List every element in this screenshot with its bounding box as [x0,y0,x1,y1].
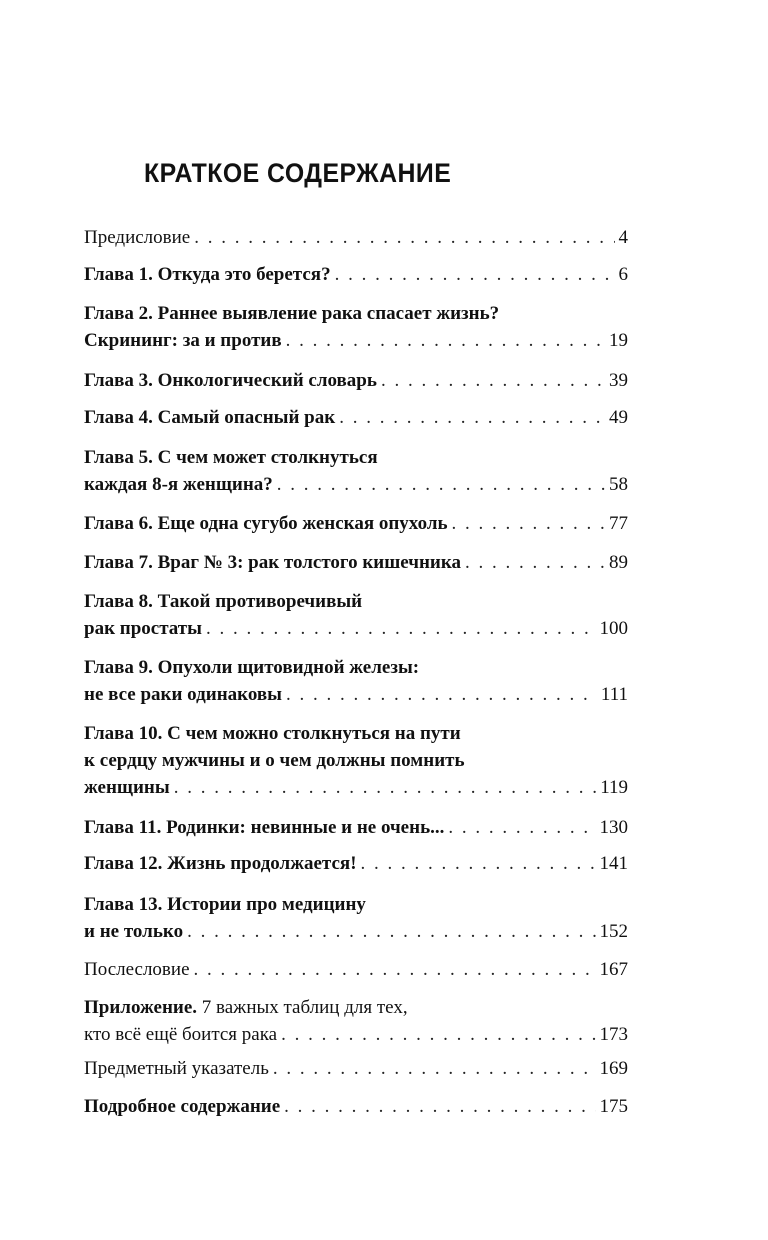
toc-page-number: 100 [599,618,628,639]
toc-entry-chapter-2 [84,300,628,354]
toc-entry-title: Подробное содержание [84,1096,281,1117]
toc-page-number: 175 [599,1096,628,1117]
toc-entry-title: Глава 1. Откуда это берется? [84,264,331,285]
toc-entry-title: Глава 4. Самый опасный рак [84,407,336,428]
toc-entry-preface [84,224,628,251]
page-title: КРАТКОЕ СОДЕРЖАНИЕ [144,158,452,188]
toc-entry-afterword [84,956,628,983]
toc-entry-title: Глава 6. Еще одна сугубо женская опухоль [84,513,448,534]
toc-page-number: 111 [600,684,628,705]
toc-entry-title: рак простаты [84,618,202,639]
toc-entry-title-line: Глава 8. Такой противоречивый [84,591,363,612]
toc-page-number: 169 [599,1058,628,1079]
toc-entry-chapter-6 [84,510,628,537]
toc-page-number: 167 [599,959,628,980]
toc-page-number: 152 [599,921,628,942]
toc-entry-title-line: Глава 10. С чем можно столкнуться на пути [84,723,461,744]
toc-page-number: 141 [599,853,628,874]
toc-entry-title-line: 7 важных таблиц для тех, [197,997,408,1018]
toc-entry-subject-index [84,1055,628,1082]
toc-entry-title: Глава 11. Родинки: невинные и не очень... [84,817,445,838]
toc-page-number: 58 [609,474,628,495]
toc-entry-title-line: Глава 5. С чем может столкнуться [84,447,378,468]
toc-entry-chapter-12 [84,850,628,877]
toc-entry-title: Глава 12. Жизнь продолжается! [84,853,357,874]
toc-entry-title: Предисловие [84,227,191,248]
toc-entry-chapter-11 [84,814,628,841]
toc-entry-appendix [84,994,628,1048]
toc-entry-title: не все раки одинаковы [84,684,282,705]
toc-page-number: 39 [609,370,628,391]
toc-entry-chapter-7 [84,549,628,576]
toc-page-number: 49 [609,407,628,428]
toc-page-number: 173 [599,1024,628,1045]
toc-entry-title: Глава 3. Онкологический словарь [84,370,377,391]
toc-entry-title: Предметный указатель [84,1058,269,1079]
toc-entry-title-line: Глава 9. Опухоли щитовидной железы: [84,657,420,678]
toc-entry-lead: Приложение. [84,997,198,1018]
toc-entry-title: Глава 7. Враг № 3: рак толстого кишечника [84,552,461,573]
toc-entry-chapter-4 [84,404,628,431]
toc-entry-chapter-10 [84,720,628,801]
toc-page-number: 4 [618,227,628,248]
toc-entry-chapter-5 [84,444,628,498]
toc-page-number: 130 [599,817,628,838]
toc-entry-title-line: Глава 2. Раннее выявление рака спасает жизнь? [84,303,500,324]
toc-entry-chapter-1 [84,261,628,288]
toc-page-number: 89 [609,552,628,573]
toc-entry-title: каждая 8-я женщина? [84,474,273,495]
toc-page-number: 6 [618,264,628,285]
toc-entry-title: и не только [84,921,184,942]
toc-entry-chapter-3 [84,367,628,394]
toc-entry-chapter-8 [84,588,628,642]
toc-entry-title-line: Глава 13. Истории про медицину [84,894,366,915]
toc-entry-chapter-9 [84,654,628,708]
toc-entry-title: женщины [84,777,170,798]
toc-entry-title: кто всё ещё боится рака [84,1024,278,1045]
toc-entry-detailed-contents [84,1093,628,1120]
toc-entry-title: Скрининг: за и против [84,330,282,351]
toc-page-number: 19 [609,330,628,351]
toc-page-number: 77 [609,513,628,534]
toc-entry-chapter-13 [84,891,628,945]
toc-entry-title: Послесловие [84,959,190,980]
toc-entry-title-line: к сердцу мужчины и о чем должны помнить [84,750,465,771]
toc-page-number: 119 [600,777,628,798]
